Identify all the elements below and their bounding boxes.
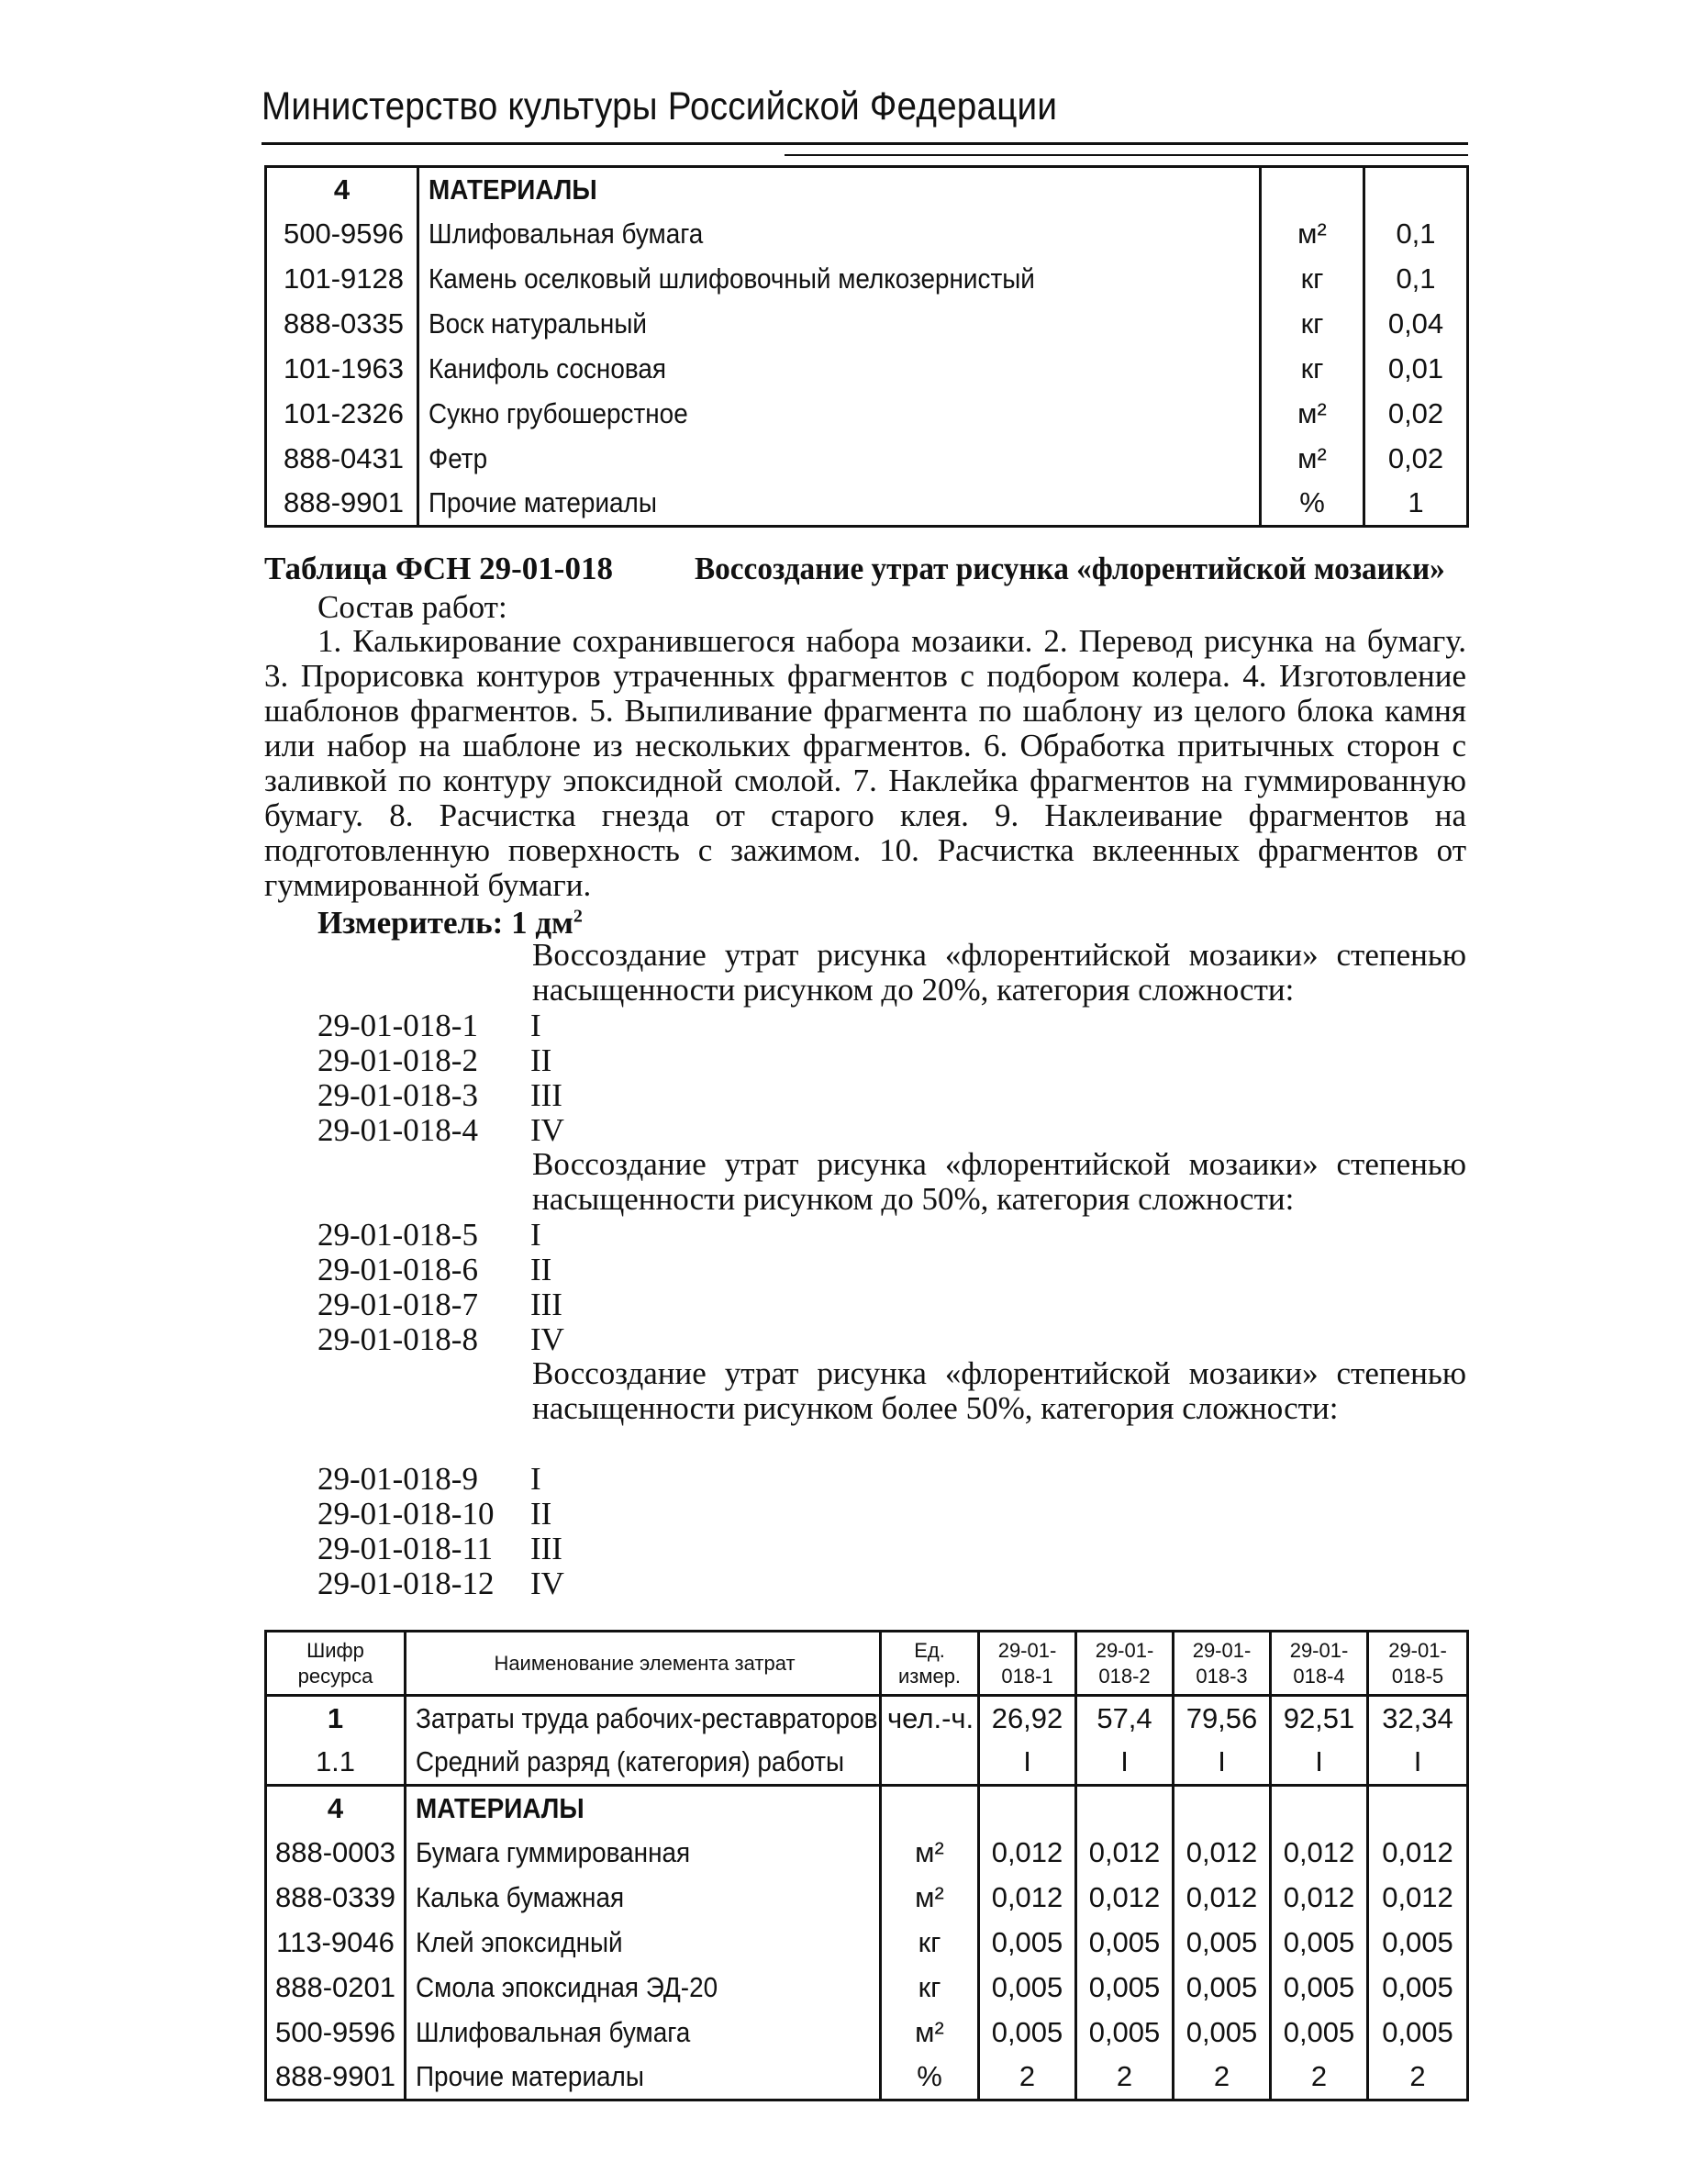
resource-name [418,302,1261,347]
resource-name-text: Фетр [429,442,488,474]
table-row [266,1876,1468,1921]
resource-code: 4 [266,1786,406,1831]
cost-value: 0,012 [1382,1836,1453,1868]
resource-code: 500-9596 [266,2011,406,2056]
norm-code: 29-01-018-2 [317,1042,478,1078]
table-row [266,392,1468,437]
resource-name-text: Сукно грубошерстное [429,397,688,429]
resource-value: 1 [1408,486,1424,519]
resource-value: 0,1 [1396,217,1436,250]
group-description: Воссоздание утрат рисунка «флорентийской мозаики» степенью насыщенности рисунком более 50%, категория сложности: [532,1355,1466,1426]
resource-code: 113-9046 [266,1921,406,1966]
resource-value: 0,02 [1387,397,1444,429]
cost-value: 0,012 [1271,1876,1368,1921]
resource-unit [881,1786,979,1831]
cost-value: I [1076,1741,1174,1786]
resource-unit: кг [881,1966,979,2011]
cost-value: 0,005 [1382,1926,1453,1958]
cost-value: 2 [1271,2056,1368,2100]
cost-value: 0,005 [1174,1966,1271,2011]
resource-name [418,437,1261,482]
resource-name [418,212,1261,257]
cost-value [1174,1786,1271,1831]
norm-code: 29-01-018-1 [317,1008,478,1043]
cost-value: 0,005 [1174,2011,1271,2056]
column-header: Ед. измер. [881,1632,979,1696]
resource-name [406,2011,881,2056]
resource-value: 0,04 [1387,307,1444,340]
resource-unit: м² [881,1876,979,1921]
table-row [266,1741,1468,1786]
cost-value: 26,92 [979,1696,1076,1741]
composition-label: Состав работ: [317,589,507,625]
column-header: 29-01-018-4 [1271,1632,1368,1696]
complexity-category: I [530,1217,541,1253]
resource-code: 888-9901 [266,2056,406,2100]
table-row [266,1921,1468,1966]
cost-value: 0,005 [1174,1921,1271,1966]
resource-code: 888-0339 [266,1876,406,1921]
resource-name-text: Прочие материалы [416,2060,644,2093]
table-row [266,347,1468,392]
resource-code: 888-9901 [266,482,418,527]
resource-unit: кг [1261,302,1364,347]
cost-value: 57,4 [1076,1696,1174,1741]
column-header: Наименование элемента затрат [406,1632,881,1696]
resource-name-text: Шлифовальная бумага [416,2016,691,2048]
group-description: Воссоздание утрат рисунка «флорентийской мозаики» степенью насыщенности рисунком до 20%, категория сложности: [532,937,1466,1008]
resource-value: 0,02 [1387,442,1444,474]
norm-code: 29-01-018-9 [317,1461,478,1497]
table-row [266,167,1468,212]
cost-value: 0,005 [1382,1971,1453,2003]
resource-name [406,1876,881,1921]
cost-value: 2 [1409,2060,1426,2093]
resource-code: 1.1 [266,1741,406,1786]
resource-name [418,347,1261,392]
table-row [266,1831,1468,1876]
cost-value: 0,012 [979,1876,1076,1921]
cost-value: 0,012 [979,1831,1076,1876]
cost-value [1076,1786,1174,1831]
cost-value: 0,005 [1076,2011,1174,2056]
resource-unit: м² [1261,392,1364,437]
resource-name [406,1831,881,1876]
cost-value: 0,012 [1271,1831,1368,1876]
resource-name-text: Шлифовальная бумага [429,217,704,250]
cost-value: 0,012 [1076,1876,1174,1921]
norm-code: 29-01-018-11 [317,1531,494,1566]
resource-name [418,167,1261,212]
table-row [266,437,1468,482]
materials-table [264,165,1469,528]
cost-value [979,1786,1076,1831]
resource-code: 888-0201 [266,1966,406,2011]
cost-value: 32,34 [1382,1701,1453,1734]
resource-value [1364,167,1468,212]
cost-value: 0,005 [979,1966,1076,2011]
cost-value: 0,005 [1076,1921,1174,1966]
cost-value: 0,012 [1174,1831,1271,1876]
resource-name [406,1786,881,1831]
cost-value: 0,012 [1076,1831,1174,1876]
column-header: 29-01-018-2 [1076,1632,1174,1696]
table-row [266,257,1468,302]
resource-name [406,1966,881,2011]
resource-name-text: МАТЕРИАЛЫ [416,1791,584,1824]
complexity-category: III [530,1531,562,1566]
complexity-category: I [530,1461,541,1497]
norm-code: 29-01-018-5 [317,1217,478,1253]
group-description: Воссоздание утрат рисунка «флорентийской мозаики» степенью насыщенности рисунком до 50%, категория сложности: [532,1146,1466,1217]
header-rule-thin [785,154,1468,156]
table-title: Воссоздание утрат рисунка «флорентийской мозаики» [695,551,1445,586]
complexity-category: IV [530,1566,564,1601]
cost-value: I [1368,1741,1468,1786]
measure-label: Измеритель: 1 $дм^2$ [317,905,583,941]
cost-value [1368,1786,1468,1831]
resource-name-text: Прочие материалы [429,486,657,519]
cost-value: 0,005 [1076,1966,1174,2011]
norm-code: 29-01-018-6 [317,1252,478,1287]
cost-value: 0,012 [1382,1881,1453,1913]
table-row [266,1966,1468,2011]
composition-text: 1. Калькирование сохранившегося набора мозаики. 2. Перевод рисунка на бумагу. 3. Прорисовка контуров утраченных фрагментов с подбором колера. 4. Изготовление шаблонов фрагментов. 5. Выпиливание фрагмента по шаблону из целого блока камня или набор на шаблоне из нескольких фрагментов. 6. Обработка притычных сторон с заливкой по контуру эпоксидной смолой. 7. Наклейка фрагментов на гуммированную бумагу. 8. Расчистка гнезда от старого клея. 9. Наклеивание фрагментов на подготовленную поверхность с зажимом. 10. Расчистка вклеенных фрагментов от гуммированной бумаги. [264,623,1466,903]
norm-code: 29-01-018-12 [317,1566,495,1601]
costs-table [264,1630,1469,2101]
complexity-category: III [530,1077,562,1113]
resource-code: 888-0003 [266,1831,406,1876]
resource-unit: кг [1261,257,1364,302]
table-header-row [266,1632,1468,1696]
resource-value: 0,01 [1387,352,1444,384]
table-row [266,212,1468,257]
resource-name [406,1921,881,1966]
norm-code: 29-01-018-3 [317,1077,478,1113]
cost-value: 0,005 [979,1921,1076,1966]
resource-name [418,392,1261,437]
resource-name-text: Камень оселковый шлифовочный мелкозернистый [429,262,1035,295]
complexity-category: II [530,1496,552,1532]
cost-value: 2 [1174,2056,1271,2100]
resource-unit: м² [881,2011,979,2056]
resource-name-text: Бумага гуммированная [416,1836,691,1868]
cost-value: 79,56 [1174,1696,1271,1741]
table-row [266,302,1468,347]
resource-unit: кг [1261,347,1364,392]
complexity-category: I [530,1008,541,1043]
cost-value: 0,005 [1382,2016,1453,2048]
cost-value: 2 [1076,2056,1174,2100]
resource-unit: % [1261,482,1364,527]
cost-value: 0,005 [1271,2011,1368,2056]
resource-unit: % [881,2056,979,2100]
complexity-category: II [530,1042,552,1078]
column-header: 29-01-018-3 [1174,1632,1271,1696]
resource-name-text: Средний разряд (категория) работы [416,1745,845,1778]
resource-unit [1261,167,1364,212]
resource-code: 101-2326 [266,392,418,437]
column-header: 29-01-018-5 [1368,1632,1468,1696]
cost-value [1271,1786,1368,1831]
complexity-category: IV [530,1321,564,1357]
cost-value: 0,012 [1174,1876,1271,1921]
norm-code: 29-01-018-8 [317,1321,478,1357]
cost-value: 0,005 [1271,1921,1368,1966]
resource-name-text: Клей эпоксидный [416,1926,623,1958]
resource-name [418,257,1261,302]
column-header: Шифр ресурса [266,1632,406,1696]
resource-code: 888-0335 [266,302,418,347]
column-header: 29-01-018-1 [979,1632,1076,1696]
table-row [266,1696,1468,1741]
resource-unit: м² [1261,437,1364,482]
table-id: Таблица ФСН 29-01-018 [264,551,613,586]
resource-code: 500-9596 [266,212,418,257]
cost-value: I [1174,1741,1271,1786]
resource-unit: м² [881,1831,979,1876]
resource-code: 1 [266,1696,406,1741]
resource-name [406,1741,881,1786]
resource-code: 888-0431 [266,437,418,482]
resource-name [418,482,1261,527]
cost-value: 0,005 [979,2011,1076,2056]
cost-value: 0,005 [1271,1966,1368,2011]
resource-name-text: Воск натуральный [429,307,647,340]
resource-name [406,2056,881,2100]
resource-code: 101-1963 [266,347,418,392]
cost-value: I [979,1741,1076,1786]
table-row [266,1786,1468,1831]
table-row [266,482,1468,527]
resource-code: 4 [266,167,418,212]
resource-name-text: Калька бумажная [416,1881,625,1913]
cost-value: I [1271,1741,1368,1786]
resource-unit: м² [1261,212,1364,257]
cost-value: 92,51 [1271,1696,1368,1741]
norm-code: 29-01-018-10 [317,1496,495,1532]
cost-value: 2 [979,2056,1076,2100]
norm-code: 29-01-018-7 [317,1287,478,1322]
resource-name-text: Смола эпоксидная ЭД-20 [416,1971,718,2003]
resource-name-text: Затраты труда рабочих-реставраторов [416,1701,878,1734]
complexity-category: IV [530,1112,564,1148]
complexity-category: III [530,1287,562,1322]
norm-code: 29-01-018-4 [317,1112,478,1148]
resource-unit: кг [881,1921,979,1966]
table-row [266,2011,1468,2056]
header-rule [262,142,1468,145]
page-header: Министерство культуры Российской Федерации [262,84,1058,128]
resource-value: 0,1 [1396,262,1436,295]
table-row [266,2056,1468,2100]
complexity-category: II [530,1252,552,1287]
resource-name-text: МАТЕРИАЛЫ [429,173,597,206]
resource-unit [881,1741,979,1786]
resource-name [406,1696,881,1741]
resource-code: 101-9128 [266,257,418,302]
resource-unit: чел.-ч. [881,1696,979,1741]
resource-name-text: Канифоль сосновая [429,352,666,384]
